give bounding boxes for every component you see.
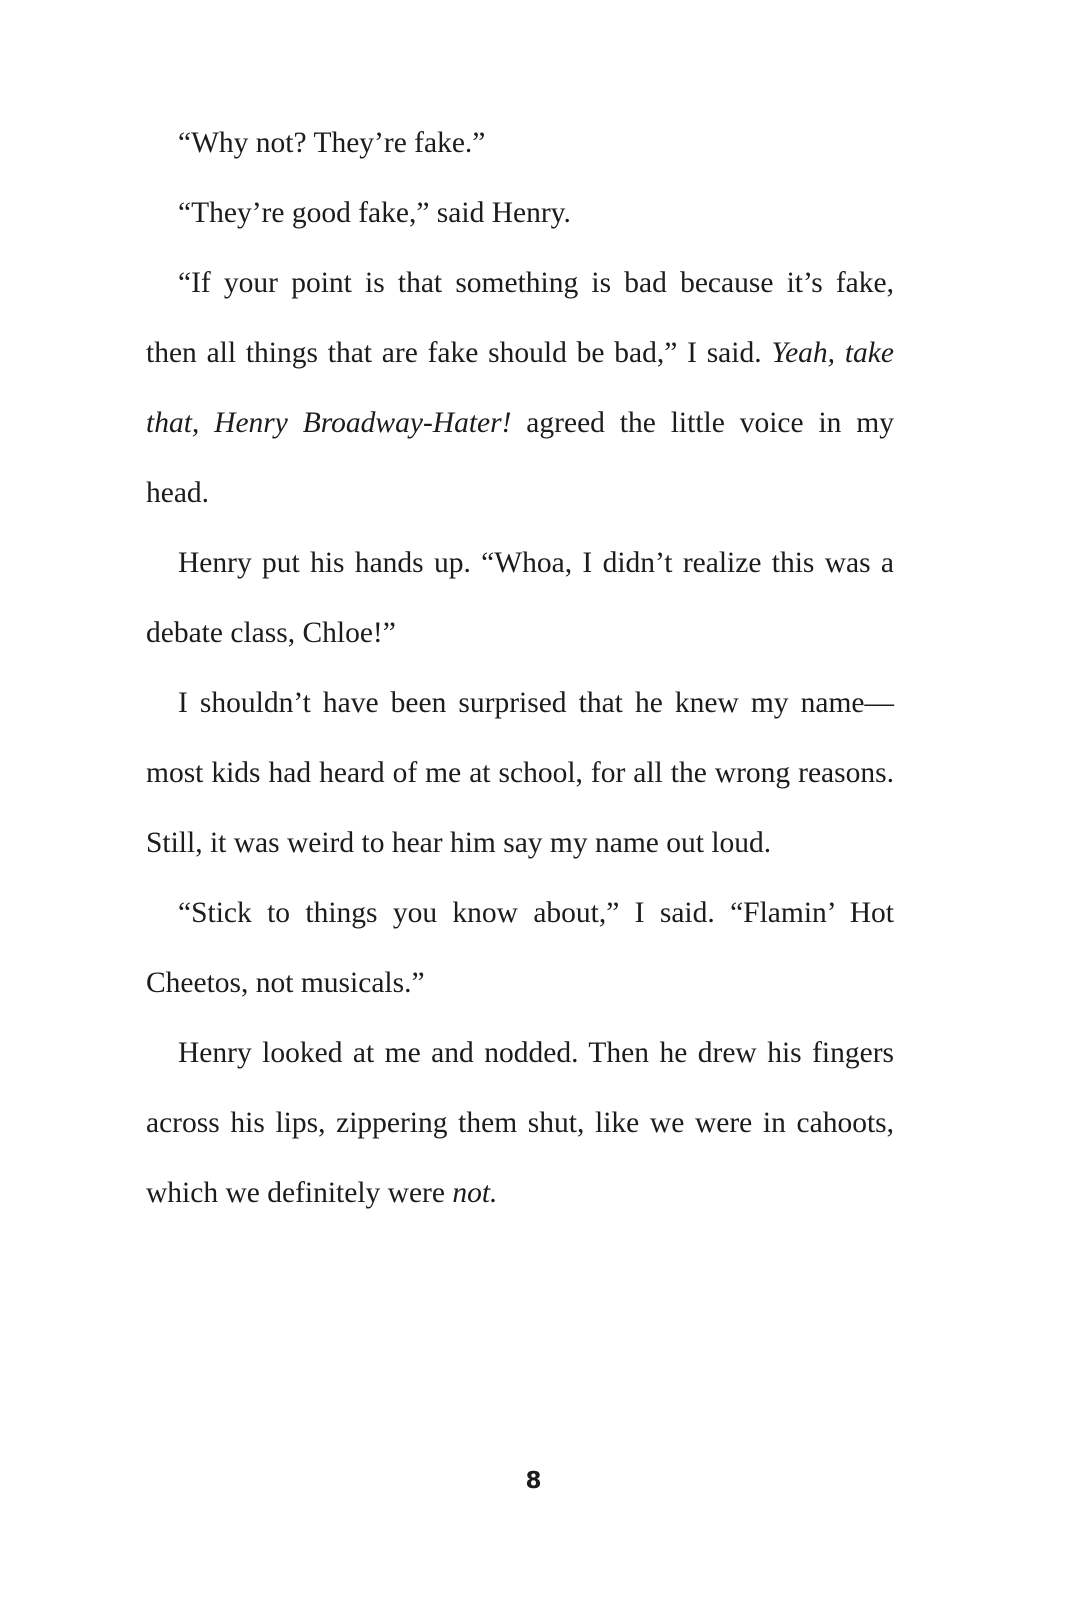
paragraph-text: I shouldn’t have been surprised that he knew my name—most kids had heard of me at school, for all the wrong reasons. Still, it was weird to hear him say my name out loud. xyxy=(146,687,894,859)
page-number: 8 xyxy=(525,1468,542,1494)
paragraph-text: “If your point is that something is bad because it’s fake, then all things that are fake should be bad,” I said. xyxy=(146,267,894,369)
body-text xyxy=(146,108,894,1228)
paragraph-1 xyxy=(146,108,894,178)
paragraph-6 xyxy=(146,878,894,1018)
paragraph-4 xyxy=(146,528,894,668)
emphasis-italic: not. xyxy=(452,1177,498,1209)
paragraph-text: “They’re good fake,” said Henry. xyxy=(178,197,571,229)
paragraph-5 xyxy=(146,668,894,878)
inner-voice-italic: Yeah, take that, Henry Broadway-Hater! xyxy=(146,337,894,439)
paragraph-text: Henry put his hands up. “Whoa, I didn’t realize this was a debate class, Chloe!” xyxy=(146,547,894,649)
paragraph-3 xyxy=(146,248,894,528)
paragraph-text: “Stick to things you know about,” I said. “Flamin’ Hot Cheetos, not musicals.” xyxy=(146,897,894,999)
paragraph-2 xyxy=(146,178,894,248)
paragraph-text: agreed the little voice in my head. xyxy=(146,407,894,509)
paragraph-7 xyxy=(146,1018,894,1228)
paragraph-text: Henry looked at me and nodded. Then he drew his fingers across his lips, zippering them shut, like we were in cahoots, which we definitely were xyxy=(146,1037,894,1209)
paragraph-text: “Why not? They’re fake.” xyxy=(178,127,486,159)
